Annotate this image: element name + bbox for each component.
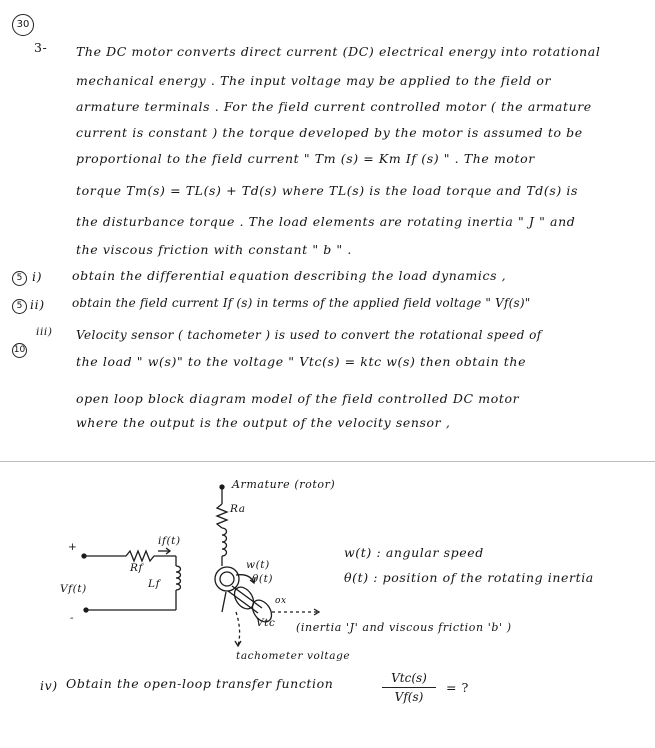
question-number: 3- [34,40,48,55]
part-iv-label: iv) [40,678,58,693]
part-iii-line-1: Velocity sensor ( tachometer ) is used to convert the rotational speed of [76,328,542,342]
fraction-numerator: Vtc(s) [391,671,427,685]
ra-label: Ra [230,503,246,515]
part-i-text: obtain the differential equation describing the load dynamics , [72,268,507,283]
part-i-label: i) [32,269,43,284]
part-ii-marks: 5 [12,299,27,314]
part-ii-text: obtain the field current If (s) in terms of the applied field voltage " Vf(s)" [72,296,531,310]
inertia-note: (inertia 'J' and viscous friction 'b' ) [296,621,512,634]
part-ii-label: ii) [30,297,45,312]
if-current-label: if(t) [158,535,181,547]
part-iv-tail: = ? [446,680,469,695]
paragraph-line-4: current is constant ) the torque developed by the motor is assumed to be [76,125,583,140]
part-i-marks: 5 [12,271,27,286]
part-iii-label: iii) [36,326,53,338]
armature-label: Armature (rotor) [232,478,336,491]
paragraph-line-7: the disturbance torque . The load elements are rotating inertia " J " and [76,214,576,229]
vtc-label: Vtc [256,617,276,629]
part-iii-marks: 10 [12,343,27,358]
minus-terminal: - [70,612,75,624]
fraction-denominator: Vf(s) [394,690,424,704]
part-iv-text: Obtain the open-loop transfer function [66,676,334,691]
fraction-bar [382,687,436,688]
total-score-mark: 30 [12,14,34,36]
paragraph-line-2: mechanical energy . The input voltage may be applied to the field or [76,73,552,88]
paragraph-line-8: the viscous friction with constant " b " . [76,242,352,257]
legend-theta: θ(t) : position of the rotating inertia [344,570,594,585]
omega-label: w(t) [246,559,270,571]
transfer-function-fraction [382,671,436,704]
legend-omega: w(t) : angular speed [344,545,484,560]
part-iii-line-4: where the output is the output of the velocity sensor , [76,415,451,430]
paragraph-line-3: armature terminals . For the field current controlled motor ( the armature [76,99,592,114]
tachometer-label: tachometer voltage [236,650,351,662]
part-iii-line-3: open loop block diagram model of the field controlled DC motor [76,391,520,406]
rf-label: Rf [130,562,143,574]
theta-label: θ(t) [252,573,274,585]
paragraph-line-6: torque Tm(s) = TL(s) + Td(s) where TL(s) is the load torque and Td(s) is [76,183,579,198]
ox-label: ox [275,596,287,606]
part-iii-line-2: the load " w(s)" to the voltage " Vtc(s) = ktc w(s) then obtain the [76,354,527,369]
plus-terminal: + [68,541,78,553]
lf-label: Lf [148,578,161,590]
paragraph-line-5: proportional to the field current " Tm (s) = Km If (s) " . The motor [76,151,535,166]
vf-label: Vf(t) [60,583,87,595]
paragraph-line-1: The DC motor converts direct current (DC) electrical energy into rotational [76,44,601,59]
